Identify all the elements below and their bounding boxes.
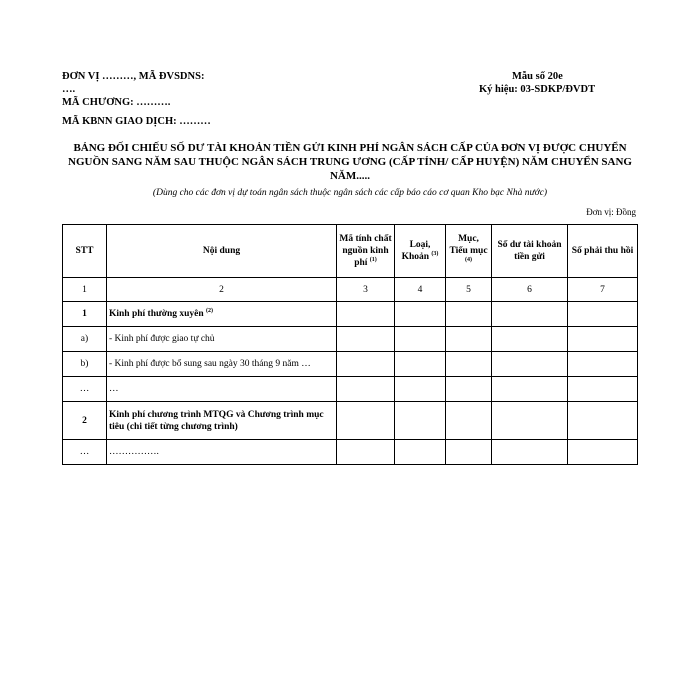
column-number: 2	[107, 278, 337, 302]
row-content: Kinh phí thường xuyên $^{(2)}$	[107, 302, 337, 327]
header-type-item: Loại, Khoản $^{(3)}$	[395, 225, 446, 278]
header-source-code: Mã tính chất nguồn kinh phí $^{(1)}$	[337, 225, 395, 278]
currency-unit: Đơn vị: Đồng	[586, 207, 636, 217]
unit-line-continuation: ….	[62, 84, 76, 95]
header-stt: STT	[63, 225, 107, 278]
row-content: Kinh phí chương trình MTQG và Chương trình mục tiêu (chi tiết từng chương trình)	[107, 402, 337, 440]
kbnn-line: MÃ KBNN GIAO DỊCH: ………	[62, 116, 211, 127]
row-stt: 1	[63, 302, 107, 327]
header-section: Mục, Tiểu mục $^{(4)}$	[446, 225, 492, 278]
column-number-row	[63, 278, 638, 302]
column-number: 4	[395, 278, 446, 302]
row-content: …………….	[107, 440, 337, 465]
row-stt: …	[63, 377, 107, 402]
row-stt: 2	[63, 402, 107, 440]
table-row	[63, 327, 638, 352]
column-number: 3	[337, 278, 395, 302]
row-content: - Kinh phí được bổ sung sau ngày 30 tháng 9 năm …	[107, 352, 337, 377]
header-content: Nội dung	[107, 225, 337, 278]
table-row	[63, 352, 638, 377]
form-number: Mẫu số 20e	[512, 71, 563, 82]
column-number: 5	[446, 278, 492, 302]
column-number: 1	[63, 278, 107, 302]
unit-line: ĐƠN VỊ ………, MÃ ĐVSDNS:	[62, 71, 205, 82]
row-content: …	[107, 377, 337, 402]
chapter-line: MÃ CHƯƠNG: ……….	[62, 97, 171, 108]
table-row	[63, 402, 638, 440]
column-number: 7	[568, 278, 638, 302]
row-stt: …	[63, 440, 107, 465]
table-row	[63, 440, 638, 465]
row-content: - Kinh phí được giao tự chủ	[107, 327, 337, 352]
table-row	[63, 302, 638, 327]
header-balance: Số dư tài khoản tiền gửi	[492, 225, 568, 278]
document-title: BẢNG ĐỐI CHIẾU SỐ DƯ TÀI KHOẢN TIỀN GỬI KINH PHÍ NGÂN SÁCH CẤP CỦA ĐƠN VỊ ĐƯỢC CHUYỂN NGUỒN SANG NĂM SAU THUỘC NGÂN SÁCH TRUNG ƯƠNG (CẤP TỈNH/ CẤP HUYỆN) NĂM CHUYỂN SANG NĂM.....	[68, 142, 632, 182]
column-number: 6	[492, 278, 568, 302]
table-row	[63, 377, 638, 402]
document-subtitle: (Dùng cho các đơn vị dự toán ngân sách thuộc ngân sách các cấp báo cáo cơ quan Kho bạc Nhà nước)	[152, 188, 548, 198]
form-code: Ký hiệu: 03-SDKP/ĐVDT	[479, 84, 596, 95]
reconciliation-table	[62, 224, 638, 465]
row-stt: a)	[63, 327, 107, 352]
table-header-row	[63, 225, 638, 278]
row-stt: b)	[63, 352, 107, 377]
header-recovery: Số phải thu hồi	[568, 225, 638, 278]
